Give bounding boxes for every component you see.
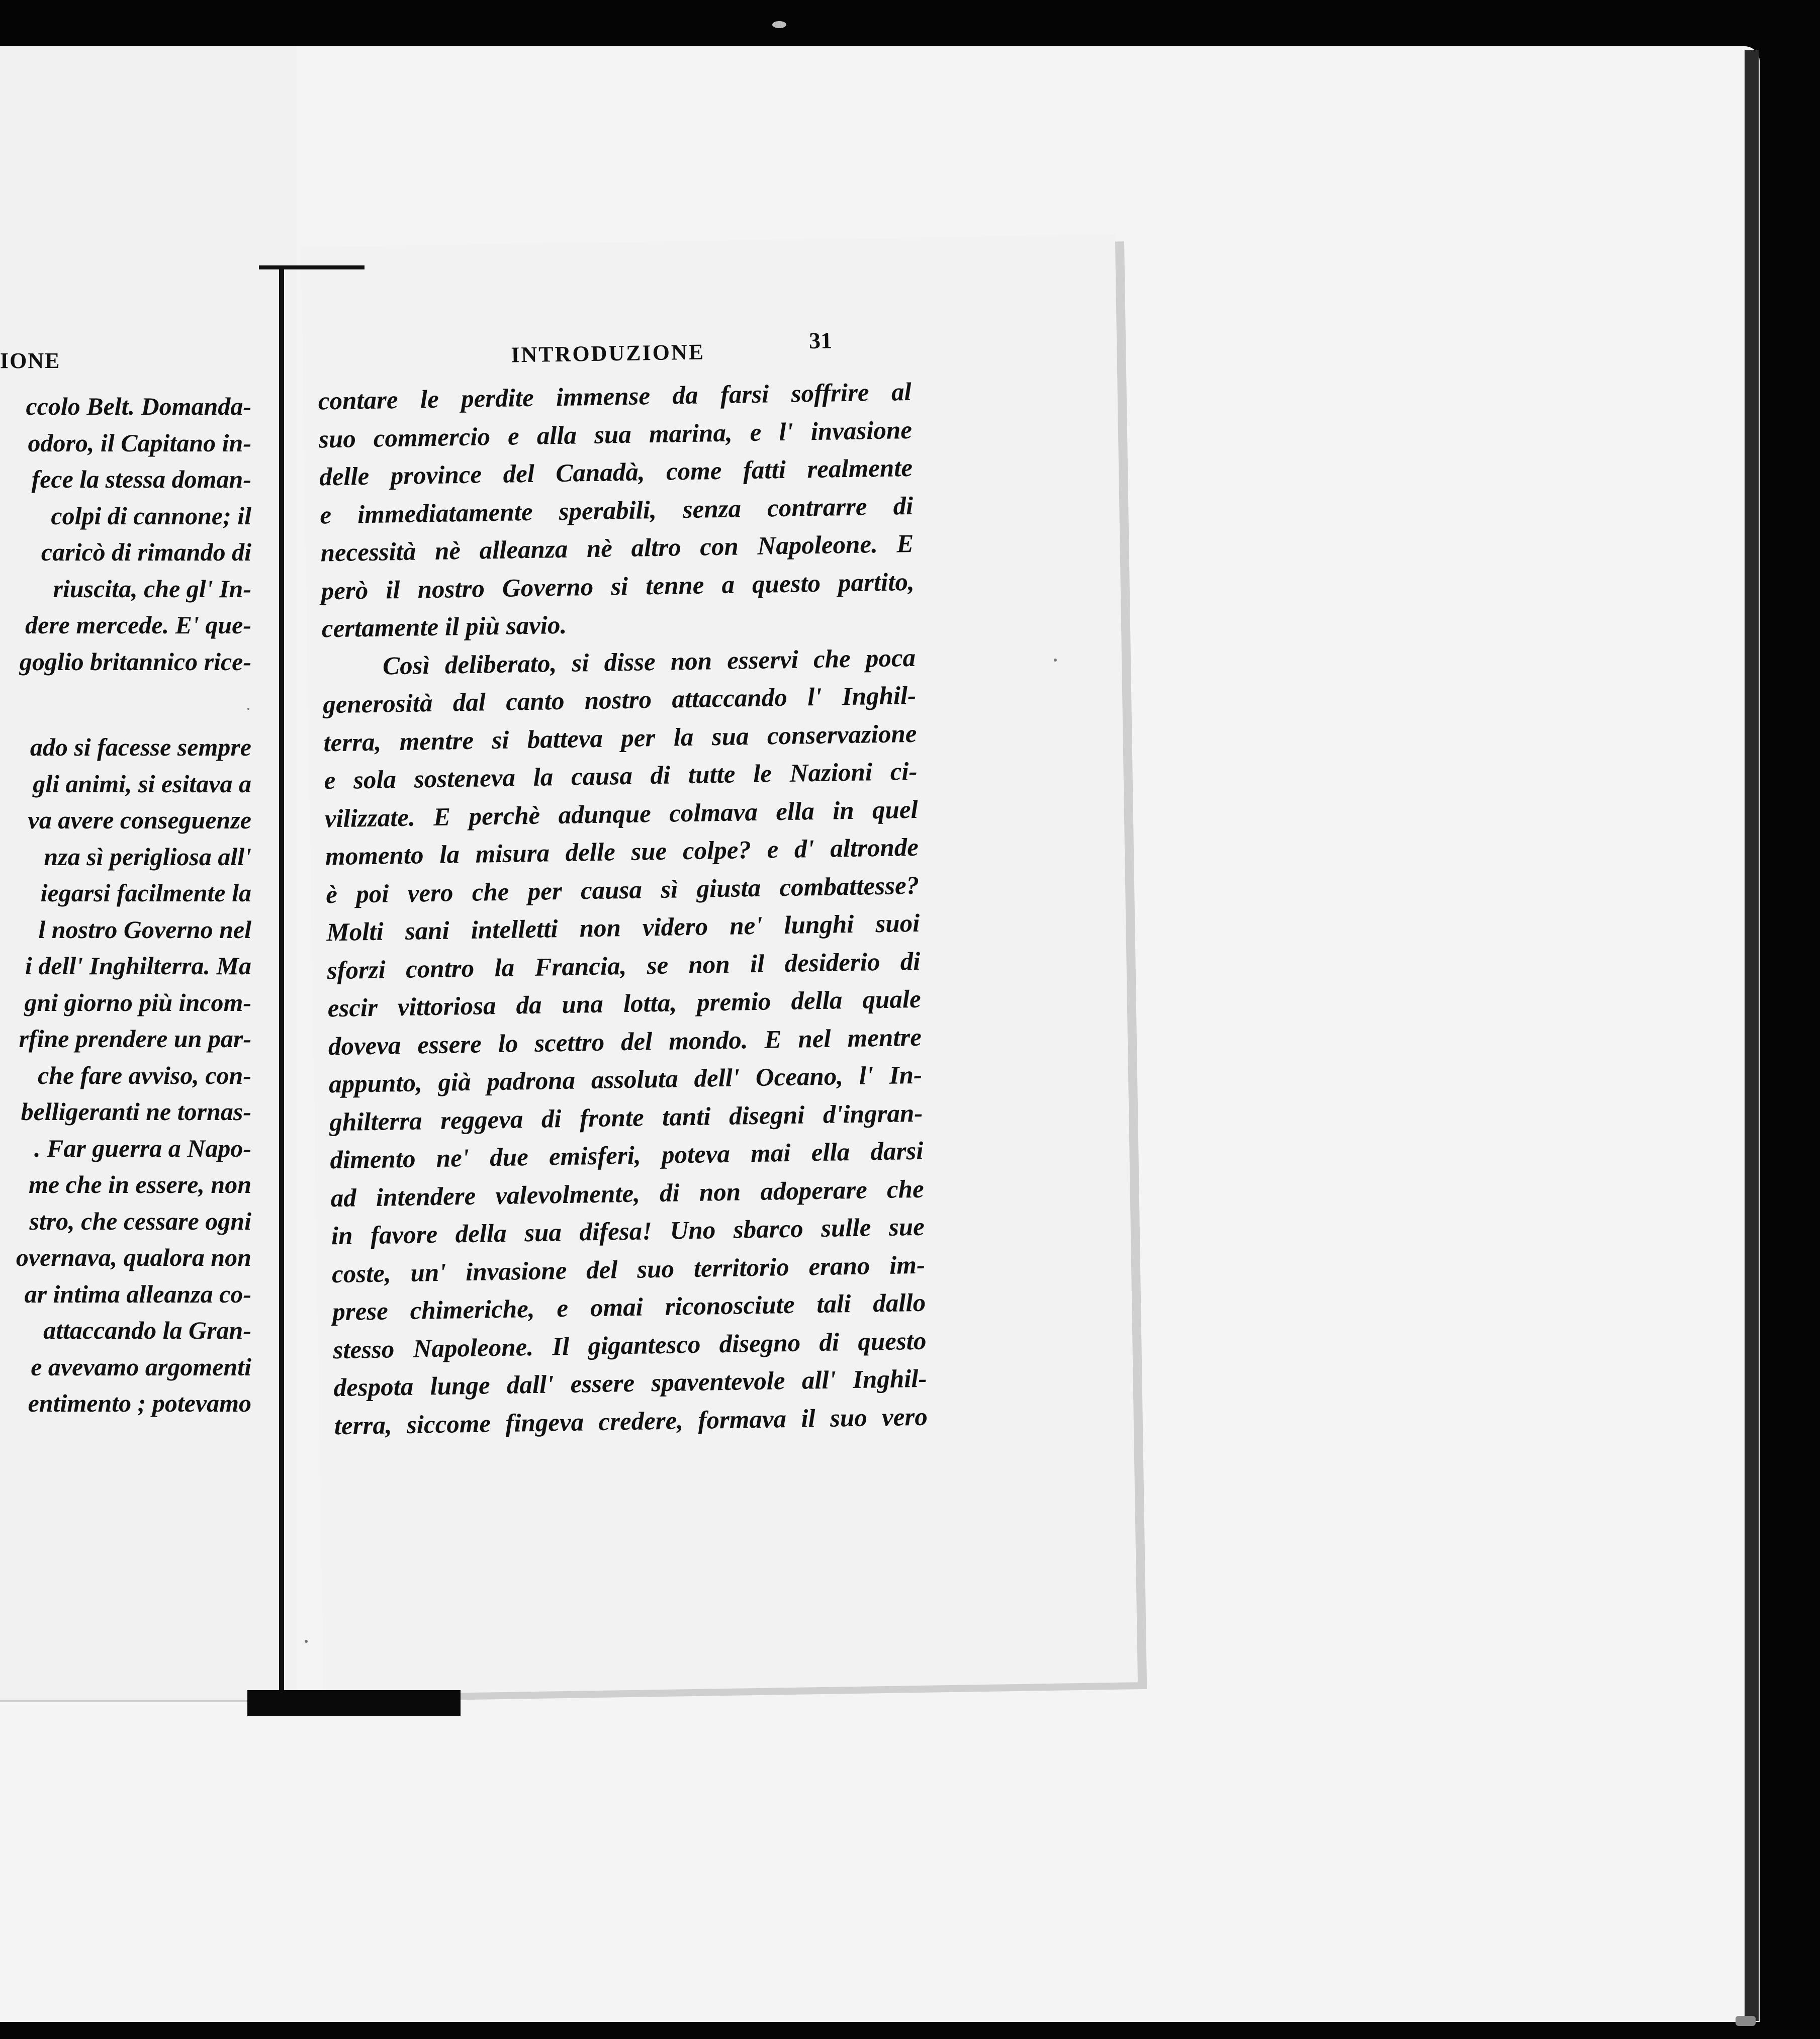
text-line: momento la misura delle sue colpe? e d' altronde xyxy=(325,833,919,871)
text-line: dimento ne' due emisferi, poteva mai ella darsi xyxy=(330,1137,924,1175)
left-text-line: fece la stessa doman- xyxy=(31,465,251,493)
text-line: suo commercio e alla sua marina, e l' invasione xyxy=(318,416,913,453)
left-text-line: va avere conseguenze xyxy=(28,806,251,834)
text-line: Così deliberato, si disse non esservi che poca xyxy=(382,643,916,681)
left-text-line: belligeranti ne tornas- xyxy=(21,1097,251,1126)
right-page xyxy=(301,235,1138,1695)
left-text-line: l nostro Governo nel xyxy=(38,915,251,944)
binding-rule xyxy=(279,266,284,1709)
foot-bar xyxy=(247,1690,461,1716)
text-line: in favore della sua difesa! Uno sbarco sulle sue xyxy=(331,1213,925,1251)
left-text-line: rfine prendere un par- xyxy=(19,1025,251,1053)
left-text-line: colpi di cannone; il xyxy=(51,501,251,530)
text-line: escir vittoriosa da una lotta, premio della quale xyxy=(327,985,922,1023)
text-line: terra, siccome fingeva credere, formava il suo vero xyxy=(334,1403,928,1440)
text-line: terra, mentre si batteva per la sua conservazione xyxy=(323,719,917,757)
text-line: e sola sosteneva la causa di tutte le Nazioni ci- xyxy=(324,757,918,795)
text-line: però il nostro Governo si tenne a questo partito, xyxy=(321,568,915,605)
left-text-line: e avevamo argomenti xyxy=(31,1352,251,1381)
scan-corner-mark xyxy=(1736,2016,1756,2026)
text-line: appunto, già padrona assoluta dell' Oceano, l' In- xyxy=(328,1061,923,1099)
binding-top-rule xyxy=(259,265,365,269)
running-head: INTRODUZIONE xyxy=(511,339,705,367)
page-number: 31 xyxy=(808,327,833,354)
text-line: despota lunge dall' essere spaventevole all' Inghil- xyxy=(333,1364,927,1403)
text-line: stesso Napoleone. Il gigantesco disegno di questo xyxy=(333,1327,927,1364)
left-text-line: iegarsi facilmente la xyxy=(40,879,251,907)
text-line: contare le perdite immense da farsi soffrire al xyxy=(318,378,912,416)
left-text-line: entimento ; potevamo xyxy=(28,1389,251,1417)
text-line: Molti sani intelletti non videro ne' lunghi suoi xyxy=(326,909,920,947)
text-line: necessità nè alleanza nè altro con Napoleone. E xyxy=(320,529,914,568)
text-line: ad intendere valevolmente, di non adoperare che xyxy=(330,1175,925,1213)
text-line: è poi vero che per causa sì giusta combattesse? xyxy=(325,871,920,909)
left-text-line: ado si facesse sempre xyxy=(30,733,251,761)
left-text-line: stro, che cessare ogni xyxy=(29,1207,251,1235)
text-line: ghilterra reggeva di fronte tanti disegni d'ingran- xyxy=(329,1099,923,1137)
left-text-line: goglio britannico rice- xyxy=(19,647,251,676)
text-line: vilizzate. E perchè adunque colmava ella in quel xyxy=(324,795,919,833)
text-line: doveva essere lo scettro del mondo. E nel mentre xyxy=(328,1023,922,1061)
left-text-line: dere mercede. E' que- xyxy=(25,611,251,639)
left-text-line: ar intima alleanza co- xyxy=(24,1279,251,1308)
scan-top-mark xyxy=(772,21,786,28)
scan-right-edge xyxy=(1745,50,1759,2021)
paper-speck xyxy=(1054,659,1057,662)
text-line: delle province del Canadà, come fatti realmente xyxy=(319,453,913,492)
page-body-text xyxy=(318,374,928,1445)
left-text-line: gni giorno più incom- xyxy=(24,988,251,1016)
text-line: generosità dal canto nostro attaccando l' Inghil- xyxy=(322,681,917,719)
left-text-line: attaccando la Gran- xyxy=(43,1316,251,1344)
text-line: coste, un' invasione del suo territorio erano im- xyxy=(331,1251,926,1288)
left-text-line: nza sì perigliosa all' xyxy=(44,842,251,871)
left-page-text xyxy=(0,388,251,1422)
text-line: e immediatamente sperabili, senza contrarre di xyxy=(319,492,914,529)
text-line: prese chimeriche, e omai riconosciute tali dallo xyxy=(332,1288,926,1327)
left-text-line: me che in essere, non xyxy=(28,1170,251,1198)
left-page-fragment xyxy=(0,46,297,1702)
paper-speck xyxy=(247,708,249,710)
left-text-line: overnava, qualora non xyxy=(16,1243,251,1271)
left-text-line: . Far guerra a Napo- xyxy=(34,1134,251,1162)
left-text-line: ccolo Belt. Domanda- xyxy=(26,392,251,420)
text-line: certamente il più savio. xyxy=(321,611,567,643)
left-text-line: caricò di rimando di xyxy=(41,538,251,566)
text-line: sforzi contro la Francia, se non il desiderio di xyxy=(327,947,921,985)
left-text-line: odoro, il Capitano in- xyxy=(28,428,251,457)
left-text-line: riuscita, che gl' In- xyxy=(53,574,251,603)
left-text-line: che fare avviso, con- xyxy=(38,1061,251,1089)
left-running-head: IONE xyxy=(0,348,61,373)
paper-speck xyxy=(305,1640,308,1643)
left-text-line: i dell' Inghilterra. Ma xyxy=(25,952,251,980)
left-text-line: gli animi, si esitava a xyxy=(33,769,251,798)
